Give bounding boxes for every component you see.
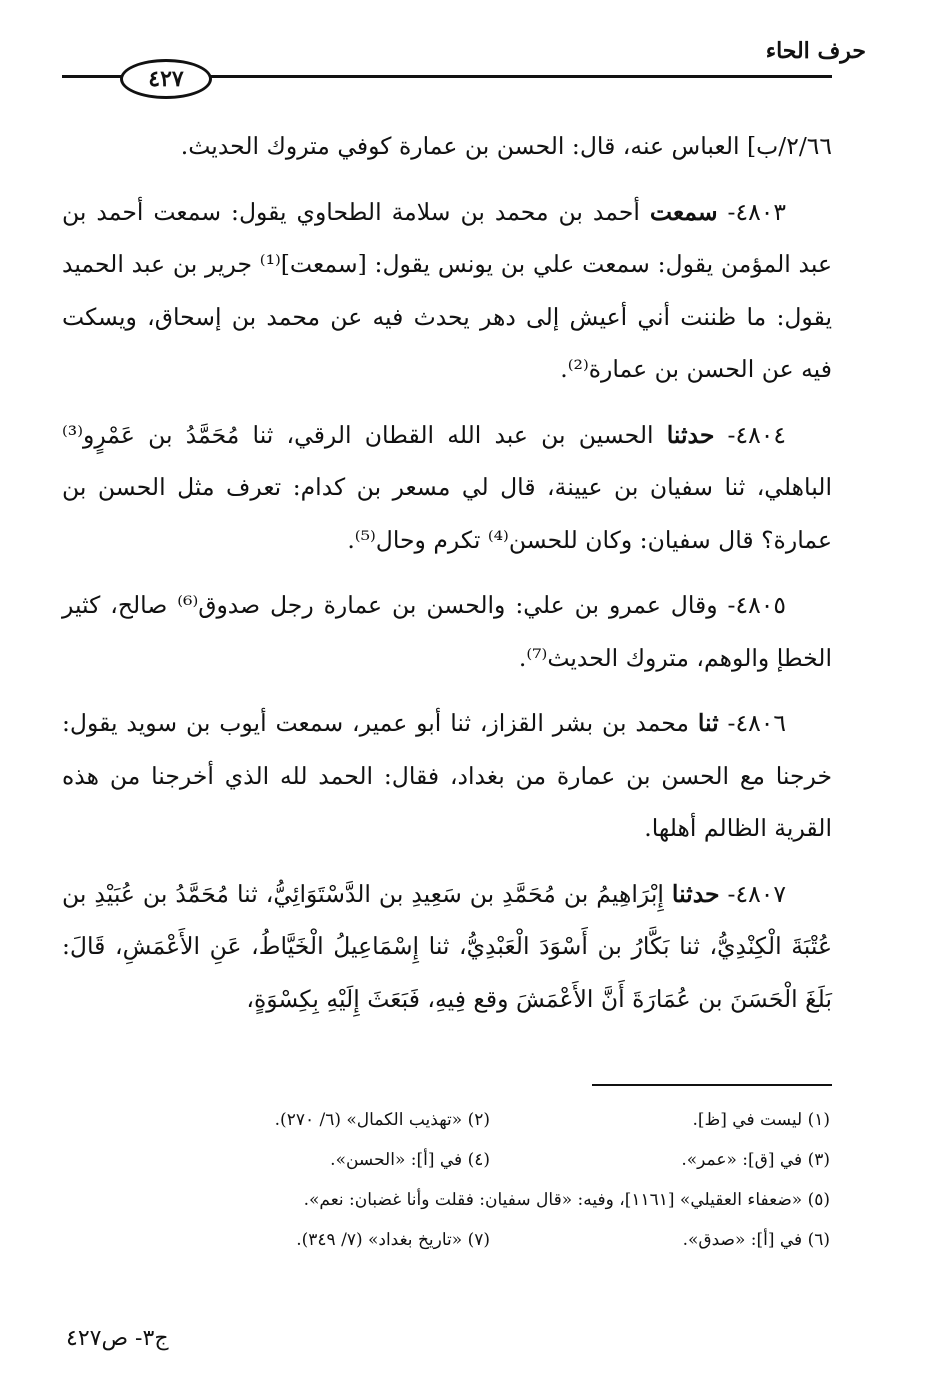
footnote-4: (٤) في [أ]: «الحسن». xyxy=(330,1150,490,1170)
entry-text: محمد بن بشر القزاز، ثنا أبو عمير، سمعت أيوب بن سويد يقول: خرجنا مع الحسن بن عمارة من بغداد، فقال: الحمد لله الذي أخرجنا من هذه القرية الظالم أهلها. xyxy=(62,709,832,842)
paragraph-continuation xyxy=(62,120,832,173)
entry-text: إِبْرَاهِيمُ بن مُحَمَّدِ بن سَعِيدِ بن الدَّسْتَوَائِيُّ، ثنا مُحَمَّدُ بن عُبَيْدِ بن عُتْبَةَ الْكِنْدِيُّ، ثنا بَكَّارُ بن أَسْوَدَ الْعَبْدِيُّ، ثنا إِسْمَاعِيلُ الْخَيَّاطُ، عَنِ الأَعْمَشِ، قَالَ: بَلَغَ الْحَسَنَ بن عُمَارَةَ أَنَّ الأَعْمَشَ وقع فِيهِ، فَبَعَثَ إِلَيْهِ بِكِسْوَةٍ، xyxy=(62,879,832,1013)
entry-text: وقال عمرو بن علي: والحسن بن عمارة رجل صدوق⁽⁶⁾ صالح، كثير الخطإ والوهم، متروك الحديث⁽⁷⁾. xyxy=(62,591,832,672)
entry-text: أحمد بن محمد بن سلامة الطحاوي يقول: سمعت أحمد بن عبد المؤمن يقول: سمعت علي بن يونس يقول: [سمعت]⁽¹⁾ جرير بن عبد الحميد يقول: ما ظننت أني أعيش إلى دهر يحدث فيه عن محمد بن إسحاق، ويسكت فيه عن الحسن بن عمارة⁽²⁾. xyxy=(62,197,832,383)
entry-number: ٤٨٠٤- xyxy=(714,420,786,449)
entry-number: ٤٨٠٣- xyxy=(717,197,786,226)
page-number-badge xyxy=(120,59,212,99)
entry-4806 xyxy=(62,697,832,855)
footnote-5: (٥) «ضعفاء العقيلي» [١١٦١]، وفيه: «قال سفيان: فقلت وأنا غضبان: نعم». xyxy=(303,1190,830,1210)
main-text xyxy=(62,120,832,1038)
footnote-row xyxy=(150,1100,830,1140)
footnote-row xyxy=(150,1140,830,1180)
entry-keyword: حدثنا xyxy=(671,879,720,908)
footnote-row xyxy=(150,1180,830,1220)
volume-page-signature: ج٣- ص٤٢٧ xyxy=(66,1326,169,1351)
footnote-6: (٦) في [أ]: «صدق». xyxy=(682,1230,830,1250)
entry-number: ٤٨٠٥- xyxy=(717,591,786,619)
entry-4804 xyxy=(62,409,832,567)
entry-keyword: ثنا xyxy=(697,709,719,737)
running-head-title: حرف الحاء xyxy=(765,38,866,64)
page-number: ٤٢٧ xyxy=(148,66,184,92)
entry-number: ٤٨٠٧- xyxy=(719,879,786,908)
footnote-row xyxy=(150,1220,830,1260)
entry-keyword: حدثنا xyxy=(666,420,715,449)
footnotes xyxy=(150,1100,830,1260)
footnote-2: (٢) «تهذيب الكمال» (٦/ ٢٧٠). xyxy=(274,1110,490,1130)
footnote-1: (١) ليست في [ظ]. xyxy=(692,1110,830,1130)
footnote-7: (٧) «تاريخ بغداد» (٧/ ٣٤٩). xyxy=(296,1230,490,1250)
entry-4803 xyxy=(62,186,832,396)
header-rule-left xyxy=(62,75,122,78)
entry-number: ٤٨٠٦- xyxy=(718,709,786,737)
entry-text: الحسين بن عبد الله القطان الرقي، ثنا مُحَمَّدُ بن عَمْرٍو⁽³⁾ الباهلي، ثنا سفيان بن عيينة، قال لي مسعر بن كدام: تعرف مثل الحسن بن عمارة؟ قال سفيان: وكان للحسن⁽⁴⁾ تكرم وحال⁽⁵⁾. xyxy=(62,420,832,554)
footnote-3: (٣) في [ق]: «عمر». xyxy=(681,1150,830,1170)
paragraph-text: ٢/٦٦/ب] العباس عنه، قال: الحسن بن عمارة كوفي متروك الحديث. xyxy=(180,132,832,160)
footnote-separator xyxy=(592,1084,832,1086)
header-rule-right xyxy=(204,75,832,78)
entry-4807 xyxy=(62,868,832,1026)
entry-keyword: سمعت xyxy=(649,197,718,226)
entry-4805 xyxy=(62,579,832,684)
